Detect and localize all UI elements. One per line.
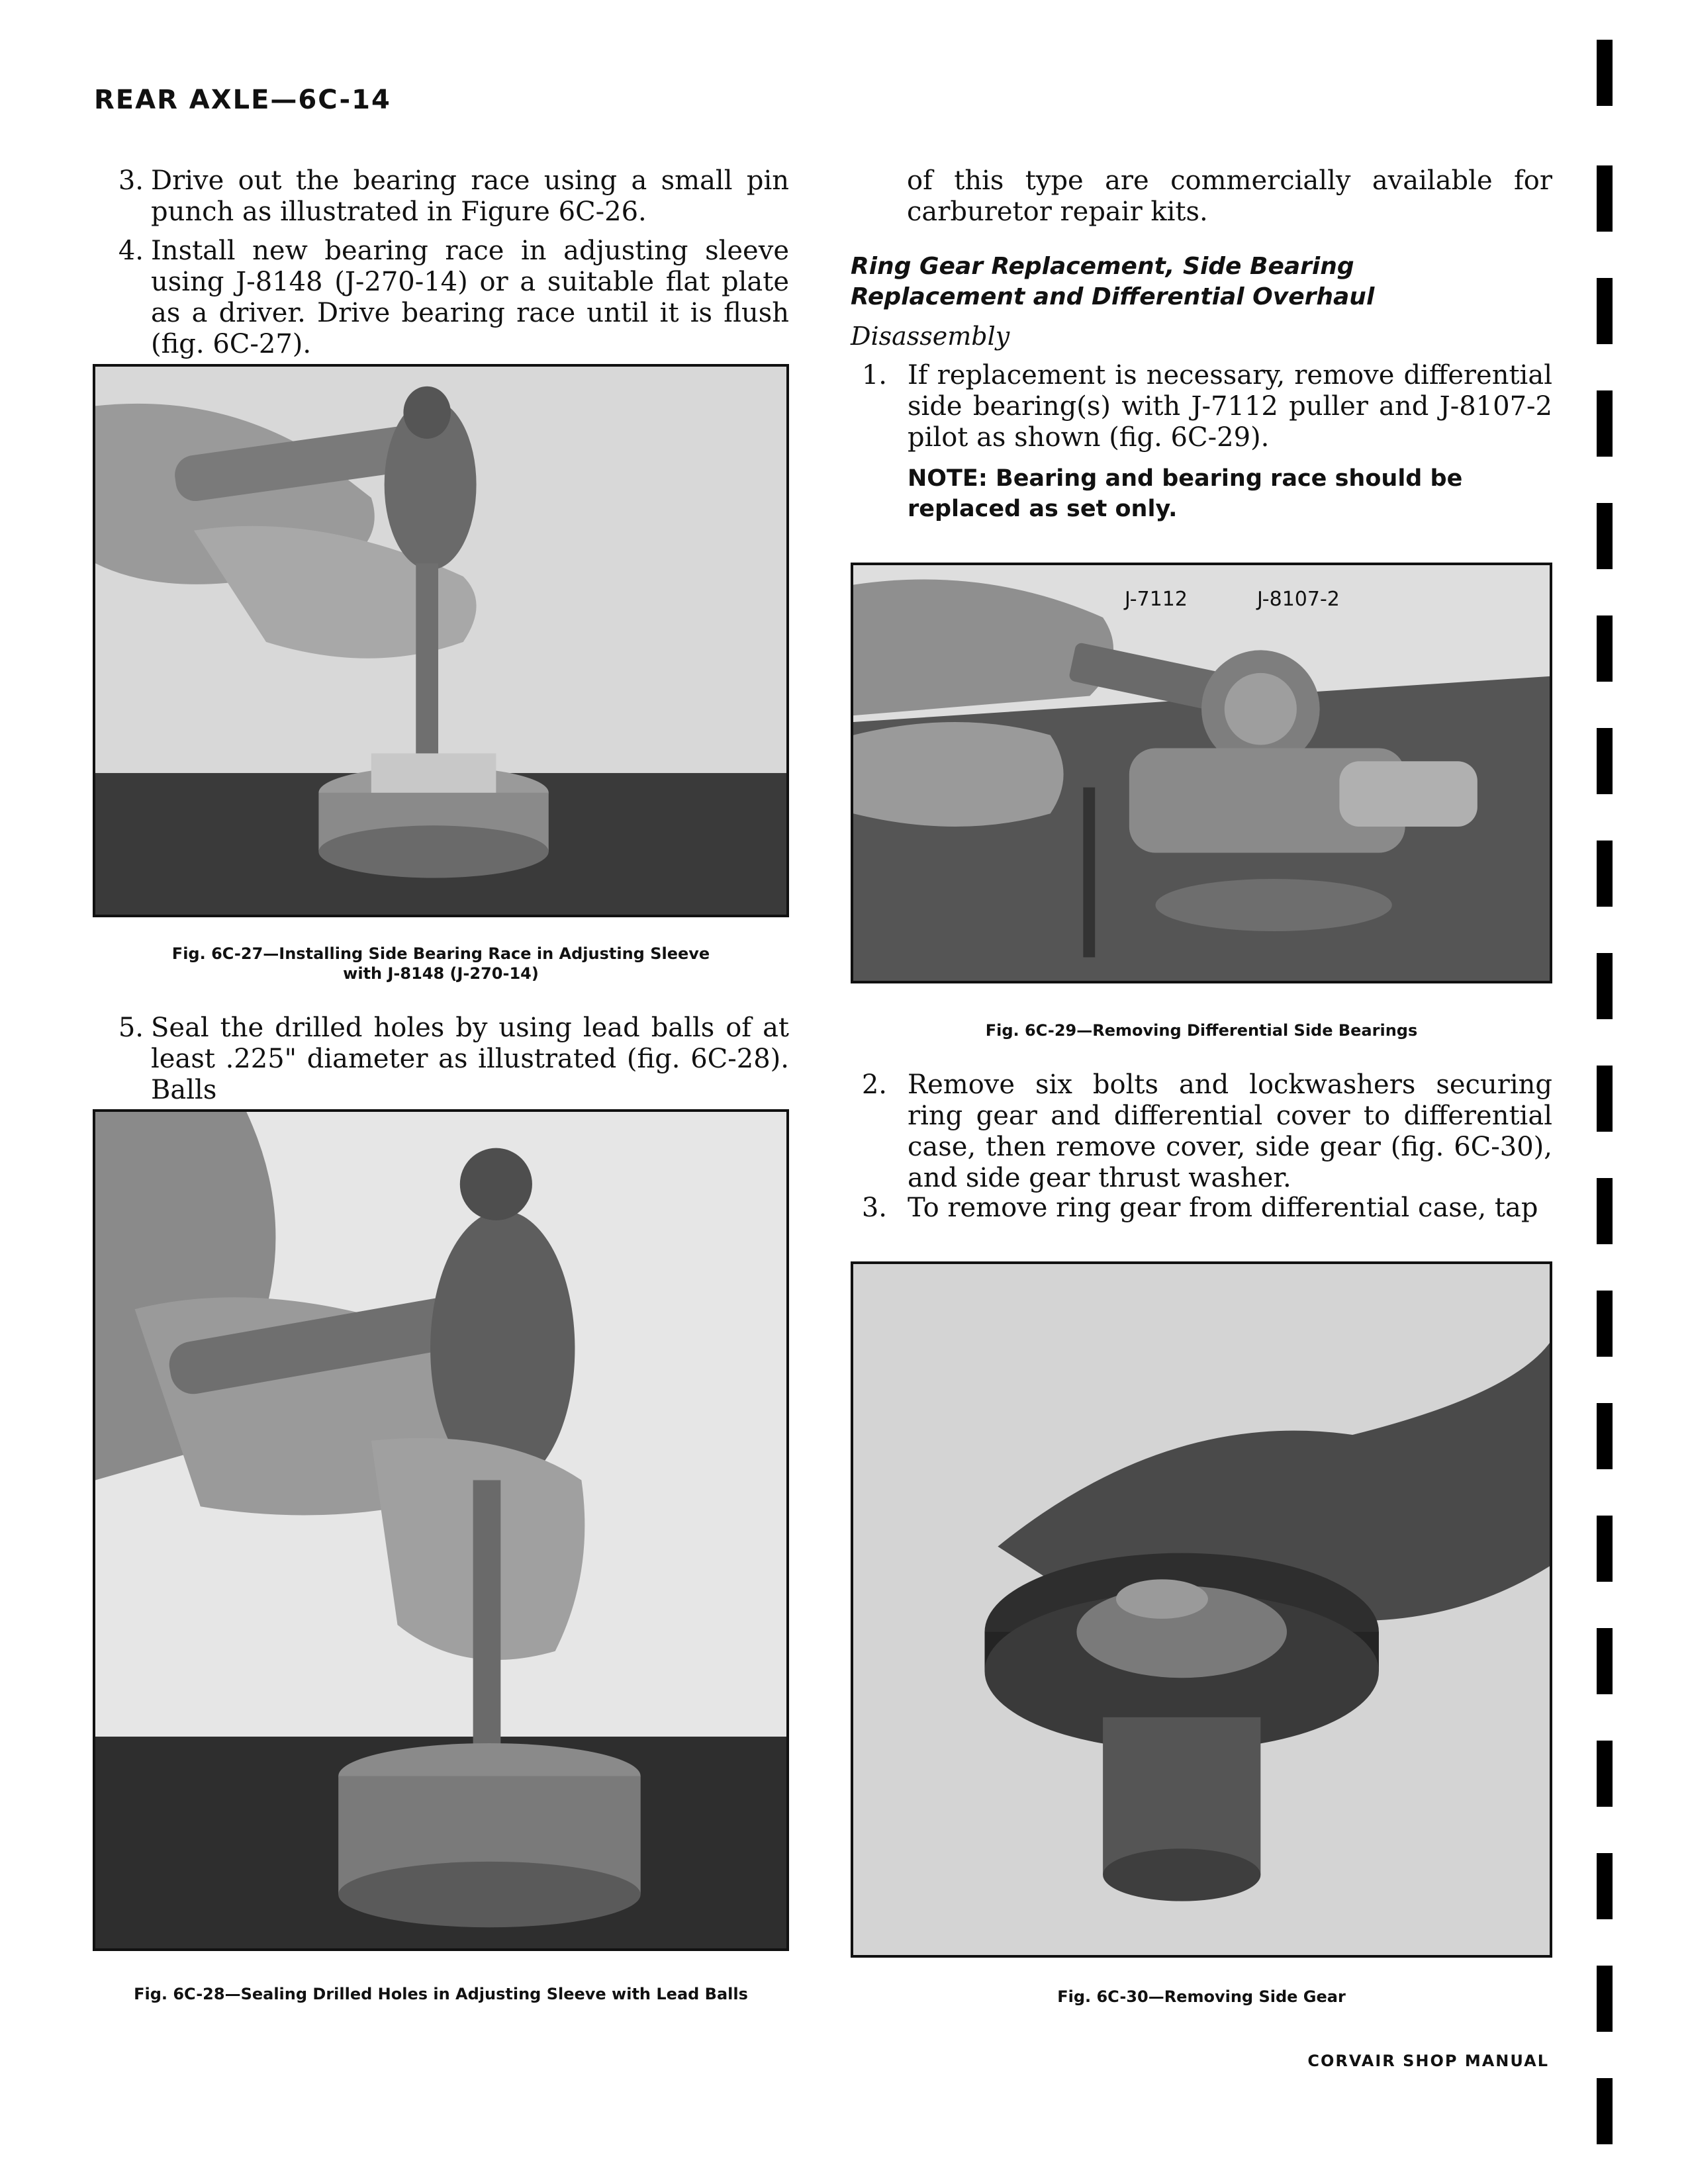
note-text: NOTE: Bearing and bearing race should be replaced as set only. bbox=[908, 465, 1463, 522]
sealing-holes-illustration bbox=[95, 1112, 786, 1948]
step-text: Install new bearing race in adjusting sleeve using J-8148 (J-270-14) or a suitable flat plate as a driver. Drive bearing race until it is flush (fig. 6C-27). bbox=[151, 236, 789, 359]
edge-tab-mark bbox=[1597, 1966, 1613, 2032]
edge-tab-mark bbox=[1597, 728, 1613, 794]
edge-tab-mark bbox=[1597, 390, 1613, 457]
edge-tab-mark bbox=[1597, 1178, 1613, 1244]
puller-vise-illustration bbox=[853, 565, 1550, 981]
step-text: If replacement is necessary, remove differential side bearing(s) with J-7112 puller and J-8107-2 pilot as shown (fig. 6C-29). bbox=[908, 360, 1552, 453]
step-5-left bbox=[107, 1013, 789, 1105]
edge-tab-mark bbox=[1597, 615, 1613, 682]
figure-6c-30-caption: Fig. 6C-30—Removing Side Gear bbox=[1057, 1987, 1346, 2006]
edge-tab-mark bbox=[1597, 1853, 1613, 1919]
page-header: REAR AXLE—6C-14 bbox=[94, 85, 391, 115]
figure-6c-28-caption: Fig. 6C-28—Sealing Drilled Holes in Adjusting Sleeve with Lead Balls bbox=[134, 1985, 748, 2003]
step-3-right bbox=[851, 1193, 1552, 1226]
section-heading-line: Replacement and Differential Overhaul bbox=[851, 283, 1375, 310]
caption-line: with J-8148 (J-270-14) bbox=[343, 964, 539, 983]
edge-tab-mark bbox=[1597, 40, 1613, 106]
figure-6c-29-photo bbox=[851, 563, 1552, 983]
section-heading bbox=[851, 251, 1552, 312]
caption-line: Fig. 6C-27—Installing Side Bearing Race in Adjusting Sleeve bbox=[171, 944, 710, 963]
step-number: 4. bbox=[118, 236, 144, 266]
step-text: Seal the drilled holes by using lead balls of at least .225" diameter as illustrated (fig. 6C-28). Balls bbox=[151, 1013, 789, 1105]
step-text: To remove ring gear from differential case, tap bbox=[908, 1193, 1538, 1223]
figure-6c-30-photo bbox=[851, 1261, 1552, 1958]
hammer-punch-illustration bbox=[95, 367, 786, 915]
figure-6c-27-photo bbox=[93, 364, 789, 917]
edge-tab-mark bbox=[1597, 841, 1613, 907]
edge-tab-mark bbox=[1597, 503, 1613, 569]
page-footer: CORVAIR SHOP MANUAL bbox=[1307, 2052, 1549, 2070]
edge-tab-mark bbox=[1597, 1628, 1613, 1694]
step-3-left bbox=[107, 165, 789, 232]
edge-tab-mark bbox=[1597, 2078, 1613, 2144]
step-number: 2. bbox=[861, 1069, 887, 1100]
subheading: Disassembly bbox=[851, 322, 1010, 351]
continuation-text: of this type are commercially available for carburetor repair kits. bbox=[907, 165, 1552, 227]
step-2-right bbox=[851, 1069, 1552, 1202]
side-gear-illustration bbox=[853, 1264, 1550, 1955]
edge-tab-mark bbox=[1597, 1516, 1613, 1582]
step-4-left bbox=[107, 236, 789, 359]
step-text: Remove six bolts and lockwashers securing ring gear and differential cover to differential case, then remove cover, side gear (fig. 6C-30), and side gear thrust washer. bbox=[908, 1069, 1552, 1193]
step-number: 3. bbox=[118, 165, 144, 196]
edge-tab-mark bbox=[1597, 1403, 1613, 1469]
edge-tab-mark bbox=[1597, 1741, 1613, 1807]
edge-tab-mark bbox=[1597, 278, 1613, 344]
edge-tab-mark bbox=[1597, 953, 1613, 1019]
step-1-right bbox=[851, 360, 1552, 459]
step-number: 3. bbox=[861, 1193, 887, 1223]
figure-6c-27-caption bbox=[93, 944, 789, 983]
figure-6c-29-caption: Fig. 6C-29—Removing Differential Side Bearings bbox=[985, 1021, 1418, 1040]
edge-tab-mark bbox=[1597, 165, 1613, 232]
step-text: Drive out the bearing race using a small pin punch as illustrated in Figure 6C-26. bbox=[151, 165, 789, 227]
callout-j-7112: J-7112 bbox=[1125, 588, 1188, 611]
figure-6c-28-photo bbox=[93, 1109, 789, 1951]
step-number: 1. bbox=[861, 360, 887, 390]
step-number: 5. bbox=[118, 1013, 144, 1043]
callout-j-8107-2: J-8107-2 bbox=[1257, 588, 1340, 611]
edge-tab-mark bbox=[1597, 1066, 1613, 1132]
section-heading-line: Ring Gear Replacement, Side Bearing bbox=[851, 253, 1354, 280]
edge-tab-mark bbox=[1597, 1291, 1613, 1357]
